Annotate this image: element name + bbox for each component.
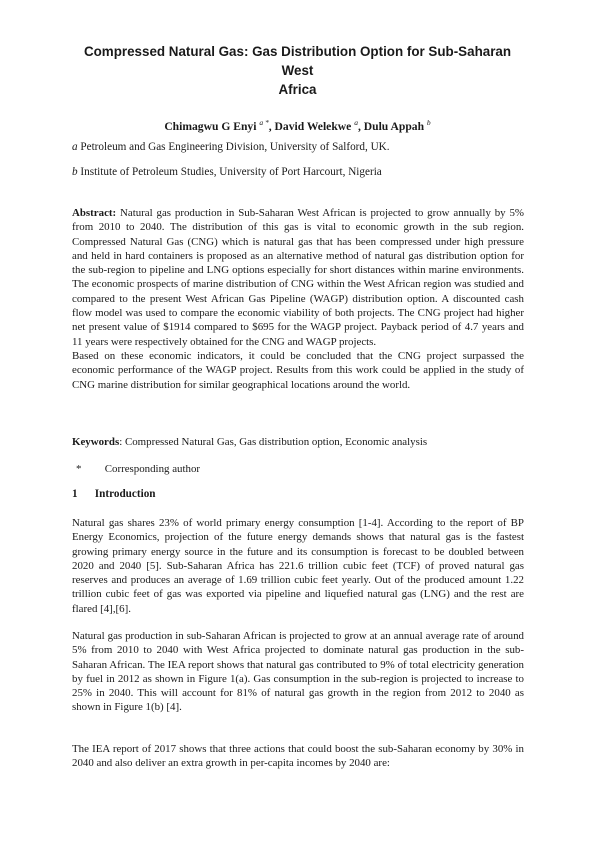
affiliation-text: Petroleum and Gas Engineering Division, University of Salford, UK.	[80, 141, 390, 153]
author-list: Chimagwu G Enyi $^{a *}$, David Welekwe $^a$, Dulu Appah $^b$	[164, 118, 431, 133]
abstract-text-continued: Based on these economic indicators, it could be concluded that the CNG project surpassed the economic performance of the WAGP project. Results from this work could be applied in the study of CNG marine distribution for similar geographical locations around the world.	[72, 349, 524, 391]
author-name: Dulu Appah	[363, 119, 425, 133]
intro-paragraph-1: Natural gas shares 23% of world primary energy consumption [1-4]. According to the report of BP Energy Economics, projection of the future energy demands shows that natural gas is the fastest growing primary energy source in the future and its consumption is forecast to be doubled between 2020 and 2040 [5]. Sub-Saharan Africa has 221.6 trillion cubic feet (TCF) of proved natural gas reserves and produces an average of 1.69 trillion cubic feet yearly. Out of the produced amount 1.22 trillion cubic feet of gas was exported via pipeline and liquefied natural gas (LNG) and the rest are flared [4],[6].	[72, 517, 524, 615]
author-affiliation-mark: a *	[259, 118, 269, 127]
section-number: 1	[72, 488, 78, 500]
keywords-label: Keywords	[72, 436, 120, 448]
affiliation-mark: b	[72, 166, 78, 178]
paper-title	[70, 42, 525, 99]
author-name: Chimagwu G Enyi	[164, 119, 257, 133]
asterisk-mark: *	[76, 463, 82, 475]
corresponding-author-text: Corresponding author	[104, 463, 201, 475]
abstract	[72, 206, 524, 392]
title-line-1: Compressed Natural Gas: Gas Distribution Option for Sub-Saharan West	[83, 44, 512, 78]
author-name: David Welekwe	[274, 119, 352, 133]
section-heading-introduction	[72, 487, 156, 501]
affiliation-b	[72, 166, 382, 179]
abstract-label: Abstract:	[72, 207, 117, 219]
intro-paragraph-2: Natural gas production in sub-Saharan African is projected to grow at an annual average rate of around 5% from 2010 to 2040 with West Africa projected to dominate natural gas production in the sub-Saharan African. The IEA report shows that natural gas contributed to 9% of total electricity generation by fuel in 2012 as shown in Figure 1(a). Gas consumption in the sub-region is projected to increase to 25% in 2040. This will account for 81% of natural gas growth in the region from 2012 to 2040 as shown in Figure 1(b) [4].	[72, 630, 524, 714]
corresponding-author-note	[72, 462, 200, 476]
abstract-text: Natural gas production in Sub-Saharan West African is projected to grow annually by 5% from 2010 to 2040. The distribution of this gas is vital to economic growth in the sub region. Compressed Natural Gas (CNG) which is natural gas that has been compressed under high pressure and held in hard containers is proposed as an alternative method of natural gas distribution option for the sub-region to pipeline and LNG options especially for short distances within marine environments. The economic prospects of marine distribution of CNG within the West African region was studied and compared to the present West African Gas Pipeline (WAGP) distribution option. A discounted cash flow model was used to compare the economic viability of both projects. The CNG project had higher net present value of $1914 compared to $695 for the WAGP project. Payback period of 4.7 years and 11 years were respectively obtained for the CNG and WAGP projects.	[72, 207, 524, 348]
affiliation-text: Institute of Petroleum Studies, University of Port Harcourt, Nigeria	[80, 166, 382, 178]
author-affiliation-mark: a	[354, 118, 358, 127]
title-line-2: Africa	[278, 82, 317, 97]
section-title: Introduction	[94, 488, 156, 500]
keywords-text: : Compressed Natural Gas, Gas distribution option, Economic analysis	[119, 436, 428, 448]
keywords	[72, 435, 524, 449]
affiliation-a	[72, 141, 390, 154]
affiliation-mark: a	[72, 141, 78, 153]
intro-paragraph-3: The IEA report of 2017 shows that three actions that could boost the sub-Saharan economy by 30% in 2040 and also deliver an extra growth in per-capita incomes by 2040 are:	[72, 743, 524, 770]
author-affiliation-mark: b	[426, 118, 431, 127]
